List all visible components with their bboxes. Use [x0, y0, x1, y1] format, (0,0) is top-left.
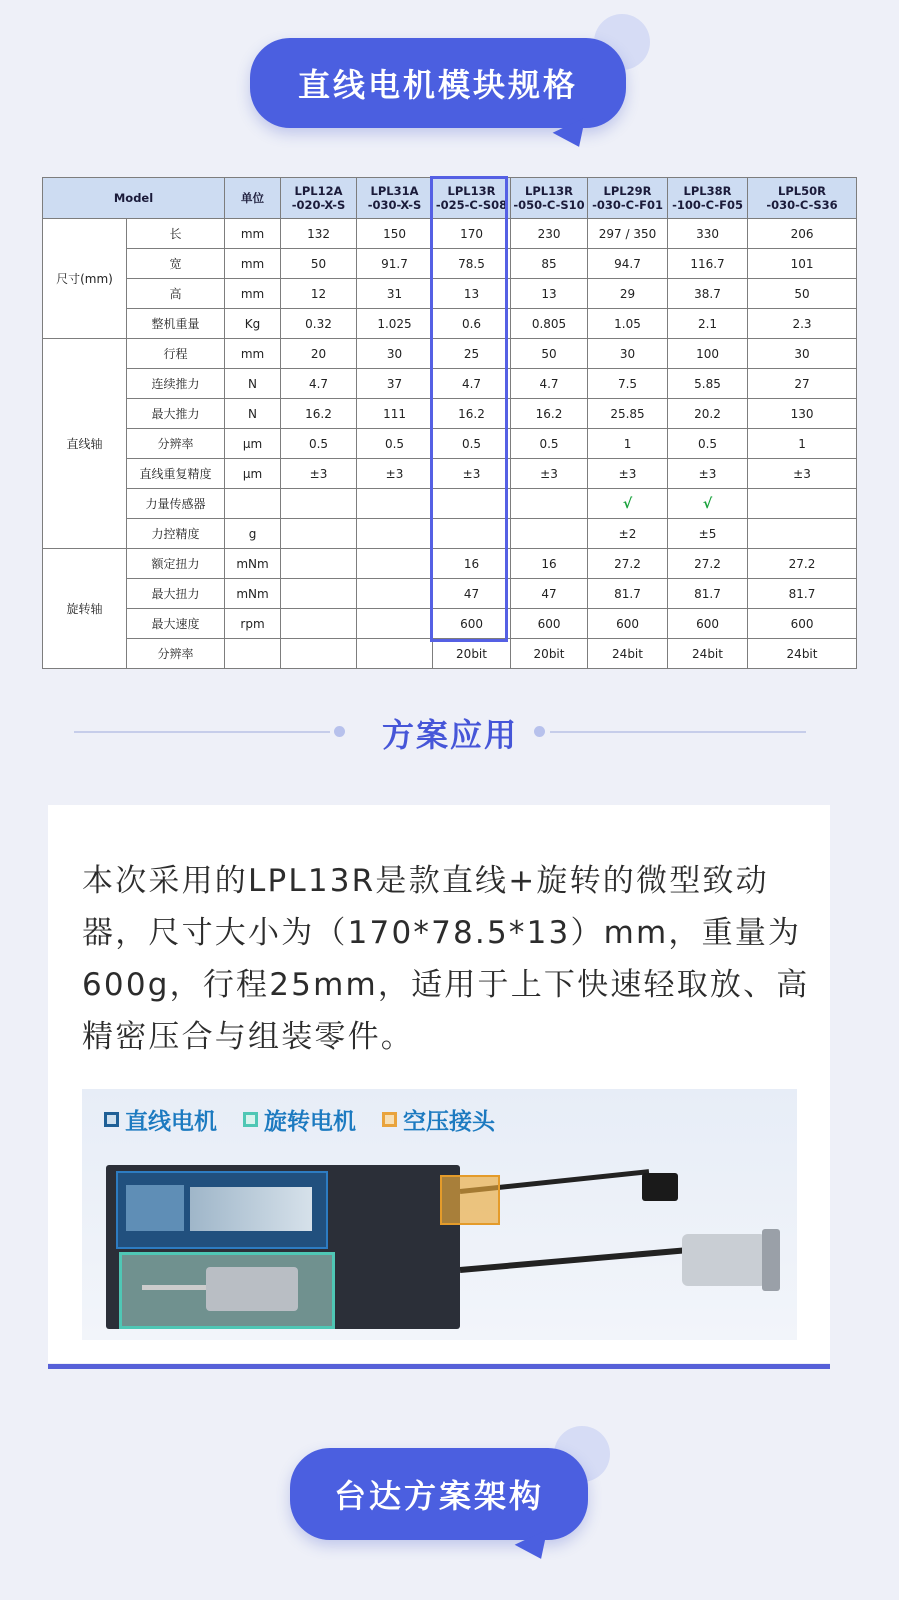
value-cell: 29: [588, 279, 668, 309]
table-row: [43, 339, 857, 369]
value-cell: 600: [748, 609, 857, 639]
value-cell: 81.7: [748, 579, 857, 609]
table-row: [43, 219, 857, 249]
unit-cell: mm: [225, 339, 281, 369]
value-cell: 101: [748, 249, 857, 279]
value-cell: [357, 639, 433, 669]
value-cell: ±2: [588, 519, 668, 549]
param-label: 行程: [127, 339, 225, 369]
value-cell: [281, 549, 357, 579]
value-cell: 206: [748, 219, 857, 249]
value-cell: 47: [511, 579, 588, 609]
value-cell: 16.2: [281, 399, 357, 429]
unit-cell: mm: [225, 279, 281, 309]
group-label: 旋转轴: [43, 549, 127, 669]
value-cell: 1: [748, 429, 857, 459]
value-cell: √: [668, 489, 748, 519]
value-cell: 30: [748, 339, 857, 369]
value-cell: 0.5: [668, 429, 748, 459]
value-cell: 37: [357, 369, 433, 399]
value-cell: 16: [511, 549, 588, 579]
specs-title: [250, 38, 626, 128]
unit-cell: N: [225, 399, 281, 429]
table-row: [43, 399, 857, 429]
small-connector: [642, 1173, 678, 1201]
value-cell: ±3: [433, 459, 511, 489]
value-cell: 20: [281, 339, 357, 369]
value-cell: 85: [511, 249, 588, 279]
col-header-model-7: LPL50R -030-C-S36: [748, 178, 857, 219]
value-cell: 600: [668, 609, 748, 639]
param-label: 最大推力: [127, 399, 225, 429]
value-cell: [511, 489, 588, 519]
value-cell: 25: [433, 339, 511, 369]
value-cell: 111: [357, 399, 433, 429]
value-cell: ±3: [357, 459, 433, 489]
application-title: 方案应用: [381, 716, 518, 754]
table-row: [43, 369, 857, 399]
value-cell: [357, 609, 433, 639]
value-cell: 170: [433, 219, 511, 249]
value-cell: 16.2: [433, 399, 511, 429]
air-fitting-region: [440, 1175, 500, 1225]
param-label: 整机重量: [127, 309, 225, 339]
value-cell: 91.7: [357, 249, 433, 279]
value-cell: [357, 579, 433, 609]
value-cell: 27.2: [748, 549, 857, 579]
value-cell: 2.3: [748, 309, 857, 339]
application-paragraph: 本次采用的LPL13R是款直线+旋转的微型致动器，尺寸大小为（170*78.5*13）mm，重量为600g，行程25mm，适用于上下快速轻取放、高精密压合与组装零件。: [82, 863, 810, 1055]
value-cell: 130: [748, 399, 857, 429]
architecture-title: [290, 1448, 588, 1540]
table-row: [43, 279, 857, 309]
value-cell: [748, 519, 857, 549]
table-row: [43, 489, 857, 519]
unit-cell: N: [225, 369, 281, 399]
value-cell: 0.5: [357, 429, 433, 459]
legend-square-icon: [382, 1112, 397, 1127]
unit-cell: [225, 489, 281, 519]
card-bottom-accent: [48, 1364, 830, 1369]
value-cell: 38.7: [668, 279, 748, 309]
param-label: 力控精度: [127, 519, 225, 549]
value-cell: 0.805: [511, 309, 588, 339]
rotary-motor-region: [119, 1252, 335, 1329]
value-cell: 1.05: [588, 309, 668, 339]
section-header-specs: [0, 0, 899, 140]
value-cell: ±3: [668, 459, 748, 489]
unit-cell: Kg: [225, 309, 281, 339]
unit-cell: mNm: [225, 579, 281, 609]
linear-motor-coil: [126, 1185, 184, 1231]
value-cell: 94.7: [588, 249, 668, 279]
value-cell: 16: [433, 549, 511, 579]
value-cell: 116.7: [668, 249, 748, 279]
unit-cell: mm: [225, 219, 281, 249]
table-row: [43, 519, 857, 549]
value-cell: 24bit: [668, 639, 748, 669]
value-cell: [433, 489, 511, 519]
col-header-model-2: LPL31A -030-X-S: [357, 178, 433, 219]
value-cell: 0.5: [433, 429, 511, 459]
param-label: 最大扭力: [127, 579, 225, 609]
value-cell: [748, 489, 857, 519]
value-cell: 230: [511, 219, 588, 249]
d-sub-connector-face: [762, 1229, 780, 1291]
divider-right: [550, 731, 806, 733]
value-cell: 20bit: [511, 639, 588, 669]
linear-motor-region: [116, 1171, 328, 1249]
table-row: [43, 459, 857, 489]
section-header-architecture: [0, 1420, 899, 1560]
linear-motor-magnet: [190, 1187, 312, 1231]
value-cell: ±3: [588, 459, 668, 489]
value-cell: 600: [588, 609, 668, 639]
value-cell: 1.025: [357, 309, 433, 339]
table-row: [43, 549, 857, 579]
table-row: [43, 249, 857, 279]
value-cell: [357, 549, 433, 579]
value-cell: 13: [511, 279, 588, 309]
value-cell: 100: [668, 339, 748, 369]
value-cell: 78.5: [433, 249, 511, 279]
table-row: [43, 309, 857, 339]
legend-square-icon: [104, 1112, 119, 1127]
value-cell: ±3: [748, 459, 857, 489]
param-label: 最大速度: [127, 609, 225, 639]
value-cell: 81.7: [588, 579, 668, 609]
value-cell: 4.7: [511, 369, 588, 399]
col-header-model-4: LPL13R -050-C-S10: [511, 178, 588, 219]
value-cell: √: [588, 489, 668, 519]
value-cell: 297 / 350: [588, 219, 668, 249]
unit-cell: mm: [225, 249, 281, 279]
legend-rotary-motor: 旋转电机: [243, 1103, 356, 1136]
value-cell: 7.5: [588, 369, 668, 399]
param-label: 分辨率: [127, 639, 225, 669]
value-cell: 50: [511, 339, 588, 369]
rotary-motor-body: [206, 1267, 298, 1311]
value-cell: 13: [433, 279, 511, 309]
value-cell: 20.2: [668, 399, 748, 429]
value-cell: [357, 519, 433, 549]
value-cell: ±3: [511, 459, 588, 489]
col-header-model-6: LPL38R -100-C-F05: [668, 178, 748, 219]
value-cell: 25.85: [588, 399, 668, 429]
d-sub-connector: [682, 1234, 766, 1286]
value-cell: 0.5: [281, 429, 357, 459]
param-label: 分辨率: [127, 429, 225, 459]
value-cell: [281, 489, 357, 519]
param-label: 宽: [127, 249, 225, 279]
table-row: [43, 429, 857, 459]
value-cell: 0.5: [511, 429, 588, 459]
value-cell: 1: [588, 429, 668, 459]
value-cell: 27: [748, 369, 857, 399]
unit-cell: [225, 639, 281, 669]
value-cell: 47: [433, 579, 511, 609]
value-cell: ±3: [281, 459, 357, 489]
value-cell: 150: [357, 219, 433, 249]
param-label: 高: [127, 279, 225, 309]
group-label: 直线轴: [43, 339, 127, 549]
value-cell: 81.7: [668, 579, 748, 609]
table-row: [43, 579, 857, 609]
power-cable: [460, 1246, 700, 1273]
value-cell: 24bit: [588, 639, 668, 669]
photo-legend: [104, 1103, 495, 1136]
value-cell: 600: [511, 609, 588, 639]
value-cell: 0.6: [433, 309, 511, 339]
value-cell: 4.7: [433, 369, 511, 399]
product-photo: [82, 1089, 797, 1340]
unit-cell: μm: [225, 459, 281, 489]
value-cell: 2.1: [668, 309, 748, 339]
value-cell: 50: [748, 279, 857, 309]
value-cell: 30: [357, 339, 433, 369]
legend-air-fitting: 空压接头: [382, 1103, 495, 1136]
value-cell: 20bit: [433, 639, 511, 669]
value-cell: [511, 519, 588, 549]
value-cell: 600: [433, 609, 511, 639]
architecture-title-text: 台达方案架构: [333, 1477, 544, 1515]
legend-square-icon: [243, 1112, 258, 1127]
value-cell: 330: [668, 219, 748, 249]
param-label: 直线重复精度: [127, 459, 225, 489]
value-cell: 16.2: [511, 399, 588, 429]
value-cell: 50: [281, 249, 357, 279]
value-cell: 132: [281, 219, 357, 249]
value-cell: 4.7: [281, 369, 357, 399]
table-header-row: [43, 178, 857, 219]
value-cell: [281, 579, 357, 609]
specs-title-text: 直线电机模块规格: [297, 66, 578, 104]
unit-cell: mNm: [225, 549, 281, 579]
value-cell: [357, 489, 433, 519]
value-cell: 24bit: [748, 639, 857, 669]
group-label: 尺寸(mm): [43, 219, 127, 339]
value-cell: 27.2: [588, 549, 668, 579]
value-cell: 12: [281, 279, 357, 309]
value-cell: [281, 609, 357, 639]
param-label: 额定扭力: [127, 549, 225, 579]
param-label: 力量传感器: [127, 489, 225, 519]
value-cell: 30: [588, 339, 668, 369]
value-cell: 5.85: [668, 369, 748, 399]
rotary-shaft: [142, 1285, 212, 1290]
divider-dot-right: [534, 726, 545, 737]
param-label: 连续推力: [127, 369, 225, 399]
table-row: [43, 609, 857, 639]
col-header-model-3: LPL13R -025-C-S08: [433, 178, 511, 219]
value-cell: [281, 639, 357, 669]
value-cell: 27.2: [668, 549, 748, 579]
spec-table: [42, 177, 857, 669]
legend-linear-motor: 直线电机: [104, 1103, 217, 1136]
unit-cell: rpm: [225, 609, 281, 639]
col-header-model-1: LPL12A -020-X-S: [281, 178, 357, 219]
value-cell: [281, 519, 357, 549]
value-cell: 0.32: [281, 309, 357, 339]
col-header-model-5: LPL29R -030-C-F01: [588, 178, 668, 219]
col-header-model: Model: [43, 178, 225, 219]
param-label: 长: [127, 219, 225, 249]
unit-cell: g: [225, 519, 281, 549]
table-body: [43, 219, 857, 669]
divider-left: [74, 731, 330, 733]
col-header-unit: 单位: [225, 178, 281, 219]
value-cell: [433, 519, 511, 549]
value-cell: ±5: [668, 519, 748, 549]
table-row: [43, 639, 857, 669]
value-cell: 31: [357, 279, 433, 309]
unit-cell: μm: [225, 429, 281, 459]
